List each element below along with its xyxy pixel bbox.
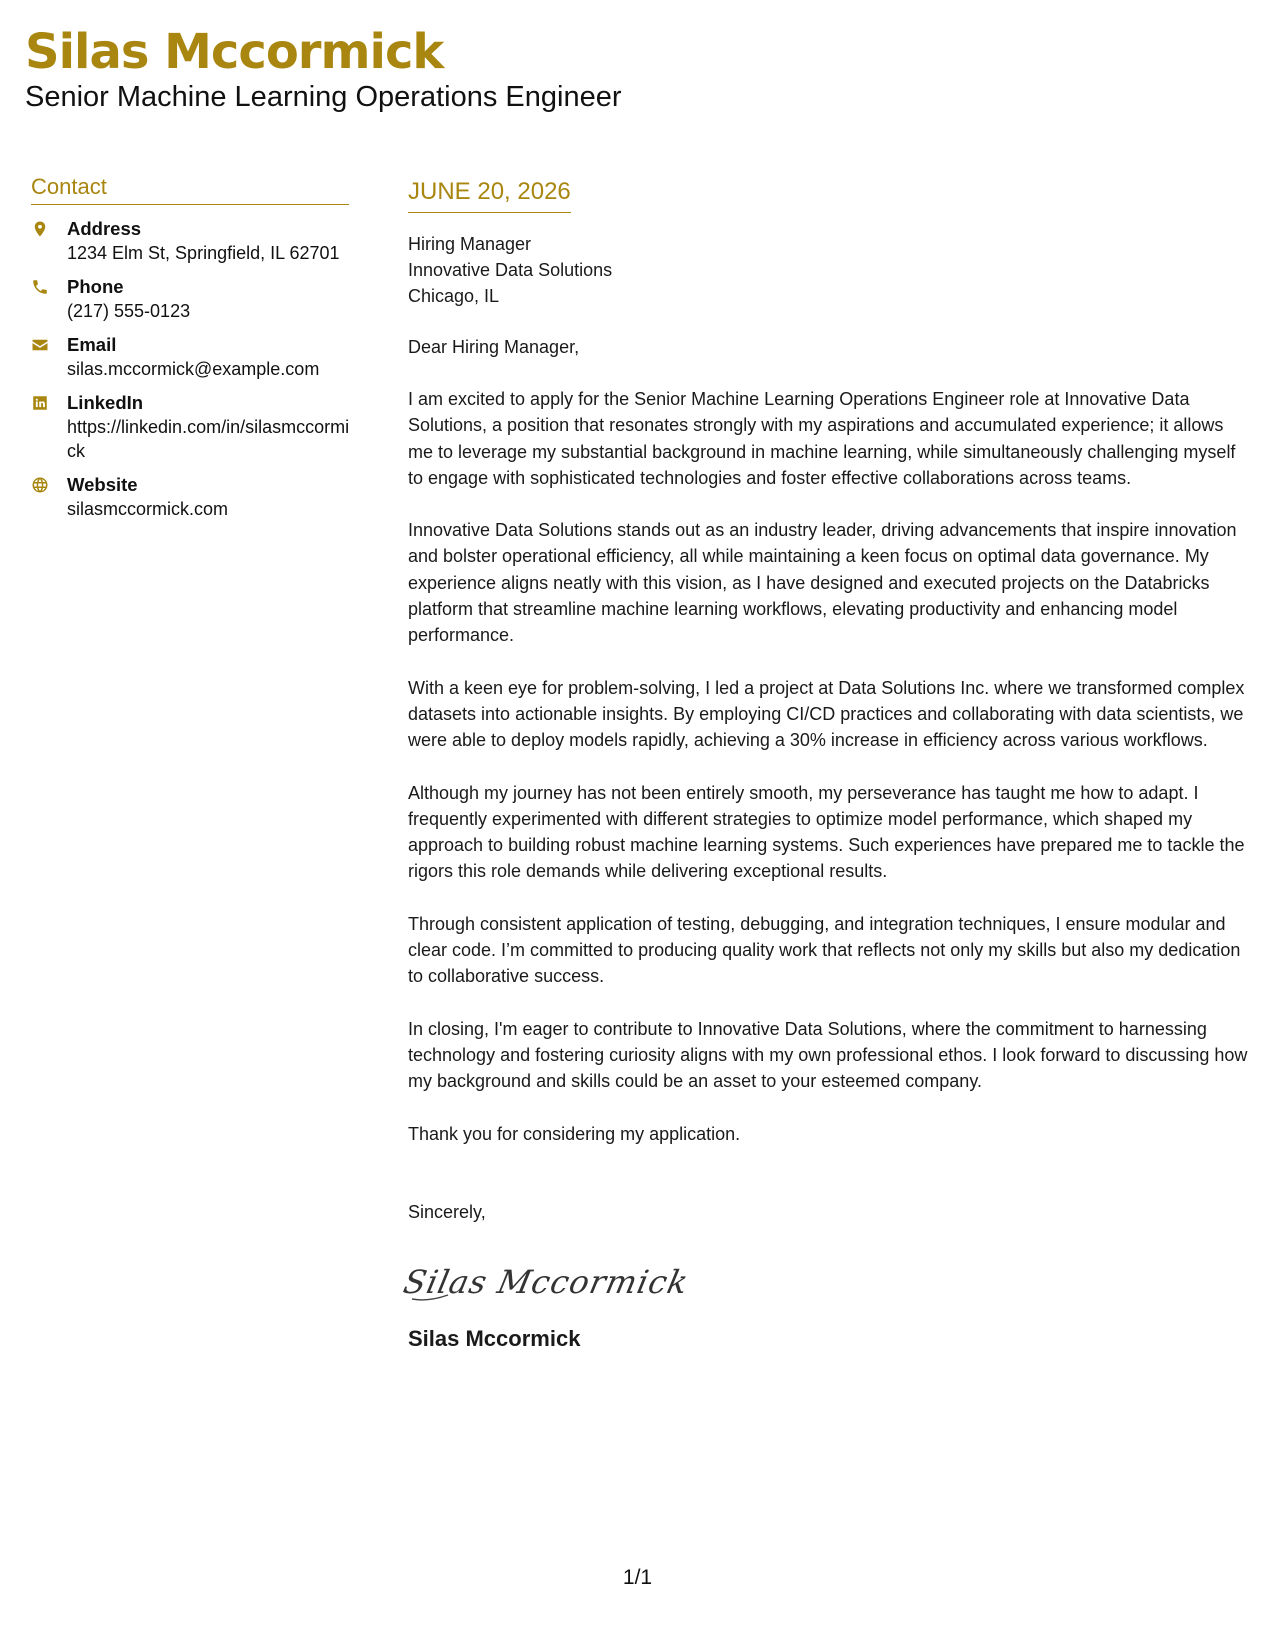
body-paragraph: Innovative Data Solutions stands out as an industry leader, driving advancements that inspire innovation and bolster operational efficiency, all while maintaining a keen focus on optimal data governance. My experience aligns neatly with this vision, as I have designed and executed projects on the Databricks platform that streamline machine learning workflows, elevating productivity and enhancing model performance. — [408, 520, 1237, 646]
linkedin-icon — [31, 391, 67, 415]
contact-label: Email — [67, 334, 117, 355]
contact-sidebar — [31, 172, 351, 531]
salutation: Dear Hiring Manager, — [408, 337, 580, 357]
contact-item-phone — [31, 275, 351, 323]
contact-label: LinkedIn — [67, 392, 144, 413]
contact-item-email — [31, 333, 351, 381]
closing: Sincerely, — [408, 1201, 486, 1222]
body-paragraph: In closing, I'm eager to contribute to Innovative Data Solutions, where the commitment to harnessing technology and fostering curiosity aligns with my own professional ethos. I look forward to discussing how my background and skills could be an asset to your esteemed company. — [408, 1018, 1248, 1092]
envelope-icon — [31, 333, 67, 357]
contact-list — [31, 217, 351, 521]
body-paragraph: Although my journey has not been entirely smooth, my perseverance has taught me how to adapt. I frequently experimented with different strategies to optimize model performance, which shaped my approach to building robust machine learning systems. Such experiences have prepared me to tackle the rigors this role demands while delivering exceptional results. — [408, 782, 1245, 882]
contact-item-website — [31, 473, 351, 521]
email-link[interactable]: silas.mccormick@example.com — [67, 359, 320, 379]
letter-body — [400, 176, 1253, 1353]
contact-label: Website — [67, 474, 138, 495]
handwritten-signature — [400, 1255, 1253, 1307]
contact-section-title: Contact — [31, 172, 349, 205]
body-paragraph: Thank you for considering my application. — [408, 1123, 741, 1144]
body-paragraph: Through consistent application of testing, debugging, and integration techniques, I ensure modular and clear code. I’m committed to producing quality work that reflects not only my skills but also my dedication to collaborative success. — [408, 913, 1241, 987]
globe-icon — [31, 473, 67, 497]
svg-text:Silas Mccormick: Silas Mccormick — [400, 1263, 693, 1301]
contact-item-linkedin — [31, 391, 351, 463]
recipient-company: Innovative Data Solutions — [408, 260, 613, 280]
contact-label: Phone — [67, 276, 124, 297]
contact-item-address — [31, 217, 351, 265]
applicant-name: Silas Mccormick — [25, 24, 444, 80]
letter-header — [25, 22, 621, 114]
recipient-name: Hiring Manager — [408, 234, 532, 254]
applicant-title: Senior Machine Learning Operations Engineer — [25, 81, 622, 113]
linkedin-link[interactable]: https://linkedin.com/in/silasmccormick — [67, 417, 350, 461]
address-value: 1234 Elm St, Springfield, IL 62701 — [67, 243, 340, 263]
phone-value: (217) 555-0123 — [67, 301, 191, 321]
body-paragraph: With a keen eye for problem-solving, I led a project at Data Solutions Inc. where we transformed complex datasets into actionable insights. By employing CI/CD practices and collaborating with data scientists, we were able to deploy models rapidly, achieving a 30% increase in efficiency across various workflows. — [408, 677, 1245, 751]
phone-icon — [31, 275, 67, 299]
contact-label: Address — [67, 218, 142, 239]
recipient-block — [408, 231, 1253, 309]
website-link[interactable]: silasmccormick.com — [67, 499, 229, 519]
page-number: 1/1 — [622, 1566, 653, 1589]
body-paragraph: I am excited to apply for the Senior Machine Learning Operations Engineer role at Innovative Data Solutions, a position that resonates strongly with my aspirations and accumulated experience; it allows me to leverage my substantial background in machine learning, while simultaneously challenging myself to engage with sophisticated technologies and foster effective collaborations across teams. — [408, 389, 1236, 488]
signed-name: Silas Mccormick — [408, 1325, 581, 1351]
map-marker-icon — [31, 217, 67, 241]
recipient-location: Chicago, IL — [408, 286, 500, 306]
letter-date: JUNE 20, 2026 — [408, 176, 571, 213]
